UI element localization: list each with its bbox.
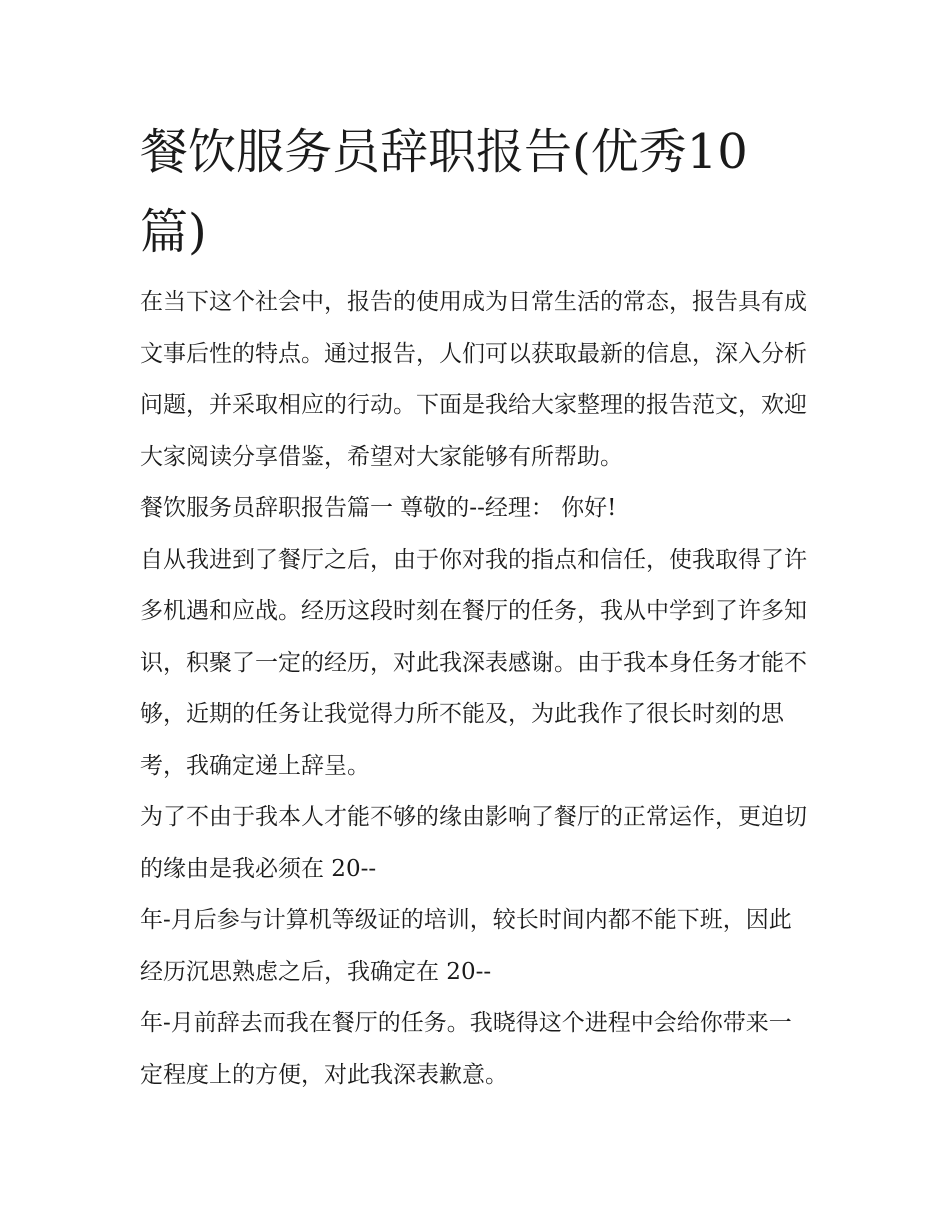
section-heading-salutation: 餐饮服务员辞职报告篇一 尊敬的--经理： 你好! <box>140 495 617 521</box>
body-paragraph: 为了不由于我本人才能不够的缘由影响了餐厅的正常运作，更迫切的缘由是我必须在 20-- <box>140 804 807 882</box>
body-paragraph: 年-月后参与计算机等级证的培训，较长时间内都不能下班，因此经历沉思熟虑之后，我确定在 20-- <box>140 907 792 985</box>
body-paragraph: 自从我进到了餐厅之后，由于你对我的指点和信任，使我取得了许多机遇和应战。经历这段时刻在餐厅的任务，我从中学到了许多知识，积聚了一定的经历，对此我深表感谢。由于我本身任务才能不够，近期的任务让我觉得力所不能及，为此我作了很长时刻的思考，我确定递上辞呈。 <box>140 546 807 779</box>
document-body <box>140 277 812 1101</box>
body-paragraph: 年-月前辞去而我在餐厅的任务。我晓得这个进程中会给你带来一定程度上的方便，对此我深表歉意。 <box>140 1010 792 1088</box>
document-title: 餐饮服务员辞职报告(优秀10篇) <box>140 124 748 260</box>
intro-paragraph: 在当下这个社会中，报告的使用成为日常生活的常态，报告具有成文事后性的特点。通过报告，人们可以获取最新的信息，深入分析问题，并采取相应的行动。下面是我给大家整理的报告范文，欢迎大家阅读分享借鉴，希望对大家能够有所帮助。 <box>140 289 807 470</box>
